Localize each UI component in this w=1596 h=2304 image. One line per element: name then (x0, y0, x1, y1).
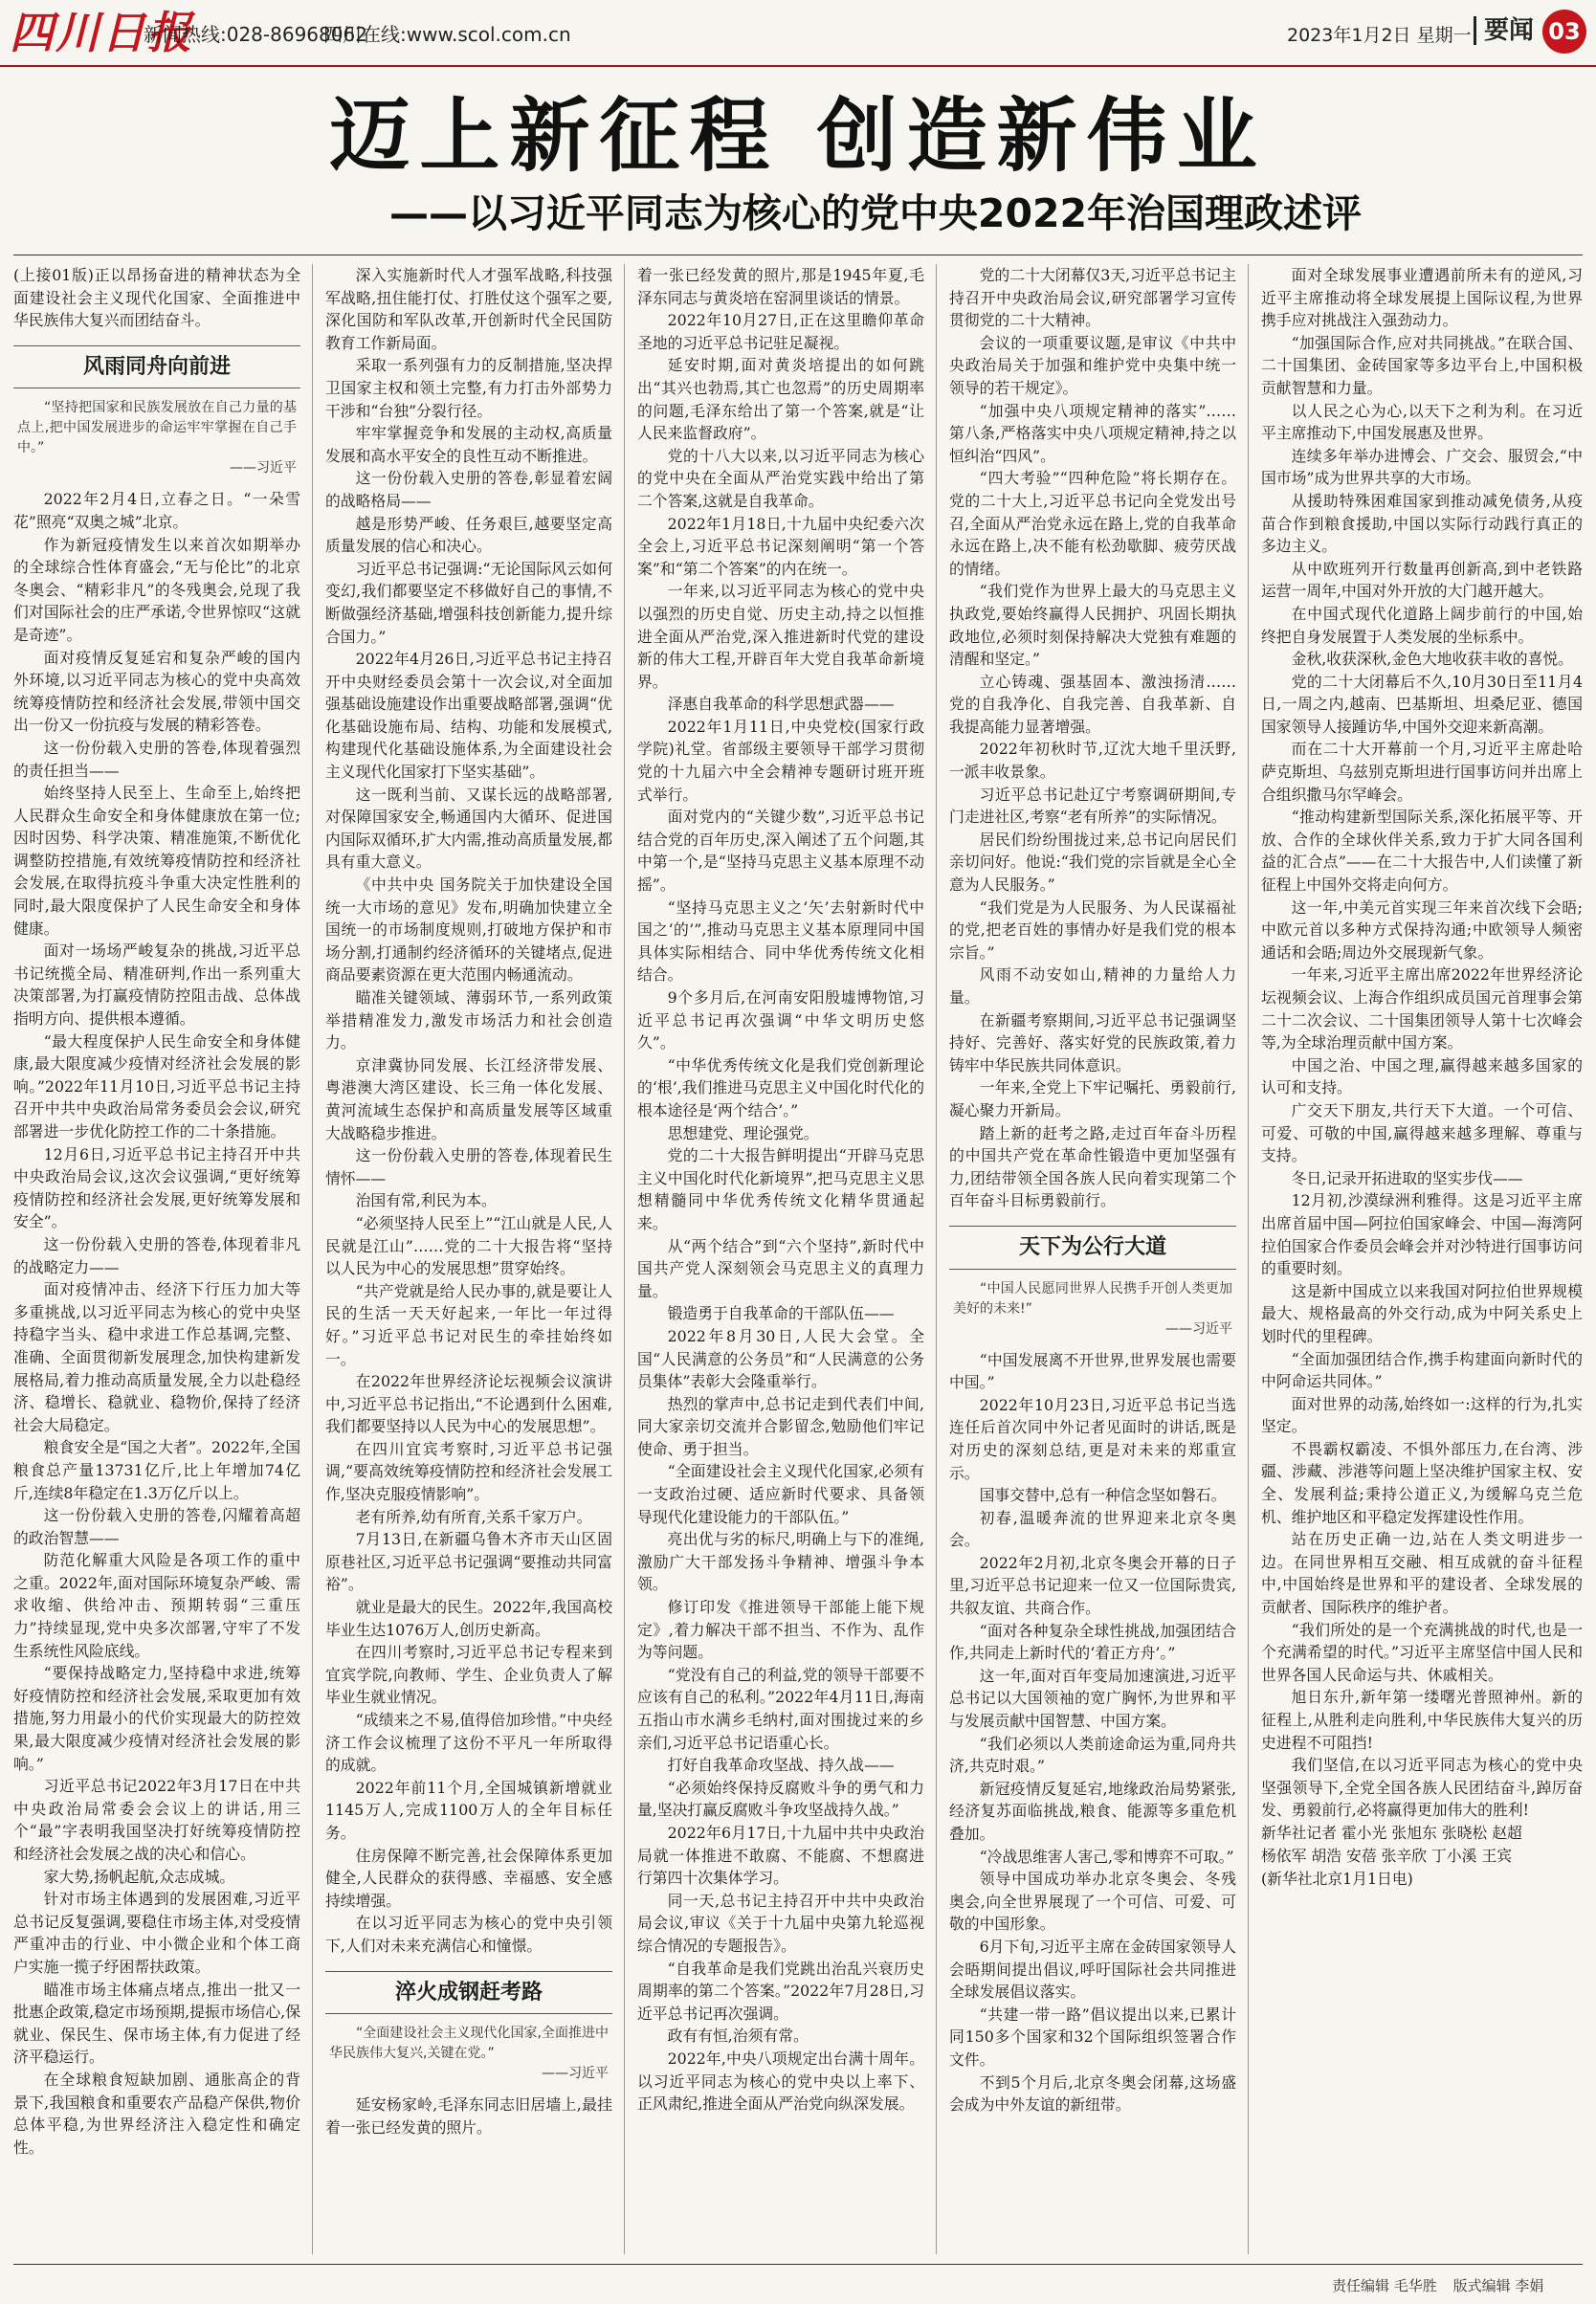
paragraph: 老有所养,幼有所育,关系千家万户。 (355, 1507, 592, 1526)
byline-line-1: 新华社记者 霍小光 张旭东 张晓松 赵超 (1261, 1823, 1522, 1842)
paragraph: 治国有常,利民为本。 (355, 1191, 497, 1210)
page-number-badge: 03 (1542, 10, 1586, 54)
paragraph: 在新疆考察期间,习近平总书记强调坚持好、完善好、落实好党的民族政策,着力铸牢中华民族共同体意识。 (949, 1010, 1236, 1074)
section-quote (329, 2024, 609, 2084)
paragraph: “党没有自己的利益,党的领导干部要不应该有自己的私利。”2022年4月11日,海南五指山市水满乡毛纳村,面对围拢过来的乡亲们,习近平总书记语重心长。 (637, 1665, 924, 1752)
quote-text: “全面建设社会主义现代化国家,全面推进中华民族伟大复兴,关键在党。” (329, 2026, 609, 2062)
article-column-5 (1261, 264, 1583, 2254)
paragraph: 打好自我革命攻坚战、持久战—— (667, 1756, 895, 1775)
paragraph: 《中共中央 国务院关于加快建设全国统一大市场的意见》发布,明确加快建立全国统一的市场制度规则,打破地方保护和市场分割,打通制约经济循环的关键堵点,促进商品要素资源在更大范围内畅通流动。 (325, 875, 612, 985)
paragraph: 思想建党、理论强党。 (667, 1123, 819, 1142)
paragraph: 锻造勇于自我革命的干部队伍—— (667, 1304, 895, 1323)
column-divider (624, 264, 625, 2254)
main-headline: 迈上新征程 创造新伟业 (329, 89, 1267, 183)
paragraph: 这一份份载入史册的答卷,体现着民生情怀—— (325, 1146, 612, 1187)
paragraph: 防范化解重大风险是各项工作的重中之重。2022年,面对国际环境复杂严峻、需求收缩、供给冲击、预期转弱“三重压力”持续显现,党中央多次部署,守牢了不发生系统性风险底线。 (13, 1551, 300, 1660)
paragraph: 12月6日,习近平总书记主持召开中共中央政治局会议,这次会议强调,“更好统筹疫情防控和经济社会发展,更好统筹发展和安全”。 (13, 1144, 300, 1231)
paragraph: 2022年1月11日,中央党校(国家行政学院)礼堂。省部级主要领导干部学习贯彻党的十九届六中全会精神专题研讨班开班式举行。 (637, 717, 924, 804)
paragraph: 党的二十大闭幕仅3天,习近平总书记主持召开中央政治局会议,研究部署学习宣传贯彻党的二十大精神。 (949, 266, 1236, 330)
section-name: 要闻 (1474, 16, 1534, 45)
paragraph: 面对全球发展事业遭遇前所未有的逆风,习近平主席推动将全球发展提上国际议程,为世界携手应对挑战注入强劲动力。 (1261, 266, 1583, 330)
paragraph: 这一份份载入史册的答卷,体现着非凡的战略定力—— (13, 1234, 300, 1276)
byline-line-3: (新华社北京1月1日电) (1261, 1869, 1413, 1888)
paragraph: 2022年10月27日,正在这里瞻仰革命圣地的习近平总书记驻足凝视。 (637, 311, 924, 352)
section-heading: 天下为公行大道 (949, 1226, 1236, 1270)
paragraph: 会议的一项重要议题,是审议《中共中央政治局关于加强和维护党中央集中统一领导的若干规定》。 (949, 333, 1236, 397)
paragraph: 泽惠自我革命的科学思想武器—— (667, 695, 895, 714)
paragraph: 这一年,面对百年变局加速演进,习近平总书记以大国领袖的宽广胸怀,为世界和平与发展贡献中国智慧、中国方案。 (949, 1666, 1236, 1731)
paragraph: 不畏霸权霸凌、不惧外部压力,在台湾、涉疆、涉藏、涉港等问题上坚决维护国家主权、安全、发展利益;秉持公道正义,为缓解乌克兰危机、维护地区和平稳定发挥建设性作用。 (1261, 1439, 1583, 1526)
paragraph: 以人民之心为心,以天下之利为利。在习近平主席推动下,中国发展惠及世界。 (1261, 401, 1583, 443)
paragraph: “我们党是为人民服务、为人民谋福祉的党,把老百姓的事情办好是我们党的根本宗旨。” (949, 897, 1236, 962)
article-column-1 (13, 264, 300, 2254)
paragraph: 始终坚持人民至上、生命至上,始终把人民群众生命安全和身体健康放在第一位;因时因势、科学决策、精准施策,不断优化调整防控措施,有效统筹疫情防控和经济社会发展,在取得抗疫斗争重大决定性胜利的同时,最大限度保护了人民生命安全和身体健康。 (13, 784, 300, 938)
paragraph: 面对疫情反复延宕和复杂严峻的国内外环境,以习近平同志为核心的党中央高效统筹疫情防控和经济社会发展,带领中国交出一份又一份抗疫与发展的精彩答卷。 (13, 648, 300, 735)
paragraph: 冬日,记录开拓进取的坚实步伐—— (1291, 1168, 1523, 1187)
paragraph: “最大程度保护人民生命安全和身体健康,最大限度减少疫情对经济社会发展的影响。”2022年11月10日,习近平总书记主持召开中共中央政治局常务委员会会议,研究部署进一步优化防控工作的二十条措施。 (13, 1031, 300, 1141)
paragraph: 不到5个月后,北京冬奥会闭幕,这场盛会成为中外友谊的新纽带。 (949, 2072, 1236, 2115)
paragraph: “我们必须以人类前途命运为重,同舟共济,共克时艰。” (949, 1734, 1236, 1776)
paragraph: 踏上新的赶考之路,走过百年奋斗历程的中国共产党在革命性锻造中更加坚强有力,团结带领全国各族人民向着实现第二个百年奋斗目标勇毅前行。 (949, 1123, 1236, 1210)
paragraph: “全面建设社会主义现代化国家,必须有一支政治过硬、适应新时代要求、具备领导现代化建设能力的干部队伍。” (637, 1462, 924, 1526)
paragraph: 京津冀协同发展、长江经济带发展、粤港澳大湾区建设、长三角一体化发展、黄河流域生态保护和高质量发展等区域重大战略稳步推进。 (325, 1055, 612, 1142)
paragraph: 这一份份载入史册的答卷,体现着强烈的责任担当—— (13, 738, 300, 780)
paragraph: 从援助特殊困难国家到推动减免债务,从疫苗合作到粮食援助,中国以实际行动践行真正的多边主义。 (1261, 491, 1583, 556)
paragraph: 居民们纷纷围拢过来,总书记向居民们亲切问好。他说:“我们党的宗旨就是全心全意为人民服务。” (949, 830, 1236, 895)
paragraph: 2022年4月26日,习近平总书记主持召开中央财经委员会第十一次会议,对全面加强基础设施建设作出重要战略部署,强调“优化基础设施布局、结构、功能和发展模式,构建现代化基础设施体系,为全面建设社会主义现代化国家打下坚实基础”。 (325, 650, 612, 782)
paragraph: 就业是最大的民生。2022年,我国高校毕业生达1076万人,创历史新高。 (325, 1598, 612, 1639)
paragraph: 中国之治、中国之理,赢得越来越多国家的认可和支持。 (1261, 1055, 1583, 1097)
quote-attribution: ——习近平 (542, 2066, 609, 2082)
paragraph: 而在二十大开幕前一个月,习近平主席赴哈萨克斯坦、乌兹别克斯坦进行国事访问并出席上合组织撒马尔罕峰会。 (1261, 740, 1583, 804)
paragraph: 风雨不动安如山,精神的力量给人力量。 (949, 965, 1236, 1007)
paragraph: 国事交替中,总有一种信念坚如磐石。 (979, 1486, 1227, 1505)
paragraph: 面对党内的“关键少数”,习近平总书记结合党的百年历史,深入阐述了五个问题,其中第一个,是“坚持马克思主义基本原理不动摇”。 (637, 808, 924, 895)
paragraph: 2022年2月初,北京冬奥会开幕的日子里,习近平总书记迎来一位又一位国际贵宾,共叙友谊、共商合作。 (949, 1553, 1236, 1618)
paragraph: 针对市场主体遇到的发展困难,习近平总书记反复强调,要稳住市场主体,对受疫情严重冲击的行业、中小微企业和个体工商户实施一揽子纾困帮扶政策。 (13, 1890, 300, 1976)
paragraph: 广交天下朋友,共行天下大道。一个可信、可爱、可敬的中国,赢得越来越多理解、尊重与支持。 (1261, 1100, 1583, 1165)
paragraph: 越是形势严峻、任务艰巨,越要坚定高质量发展的信心和决心。 (325, 514, 612, 556)
paragraph: “共建一带一路”倡议提出以来,已累计同150多个国家和32个国际组织签署合作文件。 (949, 2005, 1236, 2069)
paragraph: 2022年2月4日,立春之日。“一朵雪花”照亮“双奥之城”北京。 (13, 490, 300, 531)
paragraph: 一年来,全党上下牢记嘱托、勇毅前行,凝心聚力开新局。 (949, 1078, 1236, 1119)
paragraph: 面对疫情冲击、经济下行压力加大等多重挑战,以习近平同志为核心的党中央坚持稳字当头、稳中求进工作总基调,完整、准确、全面贯彻新发展理念,加快构建新发展格局,着力推动高质量发展,全力以赴稳经济、稳增长、稳就业、稳物价,保持了经济社会大局稳定。 (13, 1280, 300, 1434)
paragraph: 这一份份载入史册的答卷,彰显着宏阔的战略格局—— (325, 469, 612, 510)
paragraph: 粮食安全是“国之大者”。2022年,全国粮食总产量13731亿斤,比上年增加74亿斤,连续8年稳定在1.3万亿斤以上。 (13, 1438, 300, 1502)
paragraph: “坚持马克思主义之‘矢’去射新时代中国之‘的’”,推动马克思主义基本原理同中国具体实际相结合、同中华优秀传统文化相结合。 (637, 897, 924, 985)
paragraph: 瞄准市场主体痛点堵点,推出一批又一批惠企政策,稳定市场预期,提振市场信心,保就业、保民生、保市场主体,有力促进了经济平稳运行。 (13, 1980, 300, 2067)
reporter-byline (1261, 1822, 1583, 1891)
paragraph: “我们党作为世界上最大的马克思主义执政党,要始终赢得人民拥护、巩固长期执政地位,必须时刻保持解决大党独有难题的清醒和坚定。” (949, 582, 1236, 669)
paragraph: 新冠疫情反复延宕,地缘政治局势紧张,经济复苏面临挑战,粮食、能源等多重危机叠加。 (949, 1779, 1236, 1843)
paragraph: 习近平总书记强调:“无论国际风云如何变幻,我们都要坚定不移做好自己的事情,不断做强经济基础,增强科技创新能力,提升综合国力。” (325, 559, 612, 646)
page-footer (1320, 2275, 1543, 2295)
paragraph: 习近平总书记赴辽宁考察调研期间,专门走进社区,考察“老有所养”的实际情况。 (949, 785, 1236, 827)
quote-attribution: ——习近平 (230, 460, 297, 476)
paragraph: 2022年初秋时节,辽沈大地千里沃野,一派丰收景象。 (949, 740, 1236, 782)
quote-attribution: ——习近平 (1165, 1320, 1232, 1337)
article-column-4 (949, 264, 1236, 2254)
paragraph: 修订印发《推进领导干部能上能下规定》,着力解决干部不担当、不作为、乱作为等问题。 (637, 1598, 924, 1662)
paragraph: “必须坚持人民至上”“江山就是人民,人民就是江山”……党的二十大报告将“坚持以人民为中心的发展思想”贯穿始终。 (325, 1213, 612, 1278)
paragraph: 这一年,中美元首实现三年来首次线下会晤;中欧元首以多种方式保持沟通;中欧领导人频密通话和会晤;周边外交展现新气象。 (1261, 897, 1583, 962)
quote-text: “中国人民愿同世界人民携手开创人类更加美好的未来!” (953, 1280, 1232, 1317)
sub-headline: ——以习近平同志为核心的党中央2022年治国理政述评 (388, 190, 1363, 236)
paragraph: 站在历史正确一边,站在人类文明进步一边。在同世界相互交融、相互成就的奋斗征程中,中国始终是世界和平的建设者、全球发展的贡献者、国际秩序的维护者。 (1261, 1530, 1583, 1617)
paragraph: 7月13日,在新疆乌鲁木齐市天山区固原巷社区,习近平总书记强调“要推动共同富裕”。 (325, 1530, 612, 1594)
paragraph: 立心铸魂、强基固本、激浊扬清……党的自我净化、自我完善、自我革新、自我提高能力显著增强。 (949, 672, 1236, 736)
paragraph: “要保持战略定力,坚持稳中求进,统筹好疫情防控和经济社会发展,采取更加有效措施,努力用最小的代价实现最大的防控效果,最大限度减少疫情对经济社会发展的影响。” (13, 1664, 300, 1773)
paragraph: “成绩来之不易,值得倍加珍惜。”中央经济工作会议梳理了这份不平凡一年所取得的成就。 (325, 1711, 612, 1775)
paragraph: 热烈的掌声中,总书记走到代表们中间,同大家亲切交流并合影留念,勉励他们牢记使命、勇于担当。 (637, 1394, 924, 1458)
paragraph: 在全球粮食短缺加剧、通胀高企的背景下,我国粮食和重要农产品稳产保供,物价总体平稳,为世界经济注入稳定性和确定性。 (13, 2070, 300, 2157)
newspaper-logo: 四川日报 (10, 7, 193, 58)
quote-text: “坚持把国家和民族发展放在自己力量的基点上,把中国发展进步的命运牢牢掌握在自己手中。” (17, 400, 297, 456)
paragraph: 初春,温暖奔流的世界迎来北京冬奥会。 (949, 1508, 1236, 1550)
paragraph: “面对各种复杂全球性挑战,加强团结合作,共同走上新时代的‘着正方舟’。” (949, 1621, 1236, 1663)
masthead (0, 0, 1596, 67)
paragraph: 家大势,扬帆起航,众志成城。 (43, 1867, 235, 1886)
paragraph: 2022年6月17日,十九届中共中央政治局就一体推进不敢腐、不能腐、不想腐进行第四十次集体学习。 (637, 1823, 924, 1888)
paragraph: “冷战思维害人害己,零和博弈不可取。” (979, 1847, 1234, 1866)
paragraph: 亮出优与劣的标尺,明确上与下的准绳,激励广大干部发扬斗争精神、增强斗争本领。 (637, 1530, 924, 1594)
paragraph: 在中国式现代化道路上阔步前行的中国,始终把自身发展置于人类发展的坐标系中。 (1261, 604, 1583, 646)
responsible-editor: 责任编辑 毛华胜 (1332, 2277, 1437, 2294)
paragraph: 作为新冠疫情发生以来首次如期举办的全球综合性体育盛会,“无与伦比”的北京冬奥会、“精彩非凡”的冬残奥会,兑现了我们对国际社会的庄严承诺,令世界惊叹“这就是奇迹”。 (13, 535, 300, 644)
issue-date: 2023年1月2日 星期一 (1287, 25, 1472, 46)
hotline-text: 新闻热线:028-86968062 (144, 23, 367, 46)
paragraph: 9个多月后,在河南安阳殷墟博物馆,习近平总书记再次强调“中华文明历史悠久”。 (637, 988, 924, 1052)
paragraph: 金秋,收获深秋,金色大地收获丰收的喜悦。 (1291, 650, 1573, 669)
section-quote (17, 398, 297, 478)
paragraph: 旭日东升,新年第一缕曙光普照神州。新的征程上,从胜利走向胜利,中华民族伟大复兴的历史进程不可阻挡! (1261, 1688, 1583, 1752)
article-column-2 (325, 264, 612, 2254)
section-heading: 淬火成钢赶考路 (325, 1971, 612, 2015)
section-quote (953, 1279, 1232, 1340)
paragraph: 延安时期,面对黄炎培提出的如何跳出“其兴也勃焉,其亡也忽焉”的历史周期率的问题,毛泽东给出了第一个答案,就是“让人民来监督政府”。 (637, 356, 924, 443)
paragraph: 一年来,习近平主席出席2022年世界经济论坛视频会议、上海合作组织成员国元首理事会第二十二次会议、二十国集团领导人第十七次峰会等,为全球治理贡献中国方案。 (1261, 965, 1583, 1052)
paragraph: 党的二十大报告鲜明提出“开辟马克思主义中国化时代化新境界”,把马克思主义思想精髓同中华优秀传统文化精华贯通起来。 (637, 1146, 924, 1232)
paragraph: 从“两个结合”到“六个坚持”,新时代中国共产党人深刻领会马克思主义的真理力量。 (637, 1236, 924, 1300)
paragraph: “加强中央八项规定精神的落实”……第八条,严格落实中央八项规定精神,持之以恒纠治“四风”。 (949, 401, 1236, 465)
paragraph: “全面加强团结合作,携手构建面向新时代的中阿命运共同体。” (1261, 1349, 1583, 1391)
column-divider (936, 264, 937, 2254)
paragraph: “中国发展离不开世界,世界发展也需要中国。” (949, 1350, 1236, 1392)
layout-editor: 版式编辑 李娟 (1452, 2277, 1544, 2294)
paragraph: “共产党就是给人民办事的,就是要让人民的生活一天天好起来,一年比一年过得好。”习近平总书记对民生的牵挂始终如一。 (325, 1281, 612, 1368)
section-heading: 风雨同舟向前进 (13, 345, 300, 389)
paragraph: 2022年前11个月,全国城镇新增就业1145万人,完成1100万人的全年目标任务。 (325, 1778, 612, 1842)
paragraph: 采取一系列强有力的反制措施,坚决捍卫国家主权和领土完整,有力打击外部势力干涉和“台独”分裂行径。 (325, 356, 612, 420)
paragraph: 面对世界的动荡,始终如一:这样的行为,扎实坚定。 (1261, 1394, 1583, 1436)
paragraph: 同一天,总书记主持召开中共中央政治局会议,审议《关于十九届中央第九轮巡视综合情况的专题报告》。 (637, 1891, 924, 1955)
paragraph: “必须始终保持反腐败斗争的勇气和力量,坚决打赢反腐败斗争攻坚战持久战。” (637, 1778, 924, 1820)
paragraph: “加强国际合作,应对共同挑战。”在联合国、二十国集团、金砖国家等多边平台上,中国积极贡献智慧和力量。 (1261, 333, 1583, 397)
paragraph: 2022年10月23日,习近平总书记当选连任后首次同中外记者见面时的讲话,既是对历史的深刻总结,更是对未来的郑重宣示。 (949, 1395, 1236, 1482)
paragraph: “自我革命是我们党跳出治乱兴衰历史周期率的第二个答案。”2022年7月28日,习近平总书记再次强调。 (637, 1959, 924, 2023)
paragraph: 12月初,沙漠绿洲利雅得。这是习近平主席出席首届中国—阿拉伯国家峰会、中国—海湾阿拉伯国家合作委员会峰会并对沙特进行国事访问的重要时刻。 (1261, 1191, 1583, 1278)
column-divider (1248, 264, 1249, 2254)
footer-rule (13, 2264, 1583, 2265)
paragraph: 在四川考察时,习近平总书记专程来到宜宾学院,向教师、学生、企业负责人了解毕业生就业情况。 (325, 1643, 612, 1707)
column-divider (312, 264, 313, 2254)
paragraph: 我们坚信,在以习近平同志为核心的党中央坚强领导下,全党全国各族人民团结奋斗,踔厉奋发、勇毅前行,必将赢得更加伟大的胜利! (1261, 1756, 1583, 1820)
paragraph: 着一张已经发黄的照片,那是1945年夏,毛泽东同志与黄炎培在窑洞里谈话的情景。 (637, 266, 924, 307)
paragraph: (上接01版)正以昂扬奋进的精神状态为全面建设社会主义现代化国家、全面推进中华民族伟大复兴而团结奋斗。 (13, 266, 300, 330)
paragraph: 这一份份载入史册的答卷,闪耀着高超的政治智慧—— (13, 1506, 300, 1547)
paragraph: 2022年,中央八项规定出台满十周年。以习近平同志为核心的党中央以上率下、正风肃纪,推进全面从严治党向纵深发展。 (637, 2049, 924, 2114)
paragraph: “中华优秀传统文化是我们党创新理论的‘根’,我们推进马克思主义中国化时代化的根本途径是‘两个结合’。” (637, 1055, 924, 1119)
paragraph: 2022年1月18日,十九届中央纪委六次全会上,习近平总书记深刻阐明“第一个答案”和“第二个答案”的内在统一。 (637, 514, 924, 578)
paragraph: “我们所处的是一个充满挑战的时代,也是一个充满希望的时代。”习近平主席坚信中国人民和世界各国人民命运与共、休戚相关。 (1261, 1620, 1583, 1684)
paragraph: 党的十八大以来,以习近平同志为核心的党中央在全面从严治党实践中给出了第二个答案,这就是自我革命。 (637, 446, 924, 510)
paragraph: 牢牢掌握竞争和发展的主动权,高质量发展和高水平安全的良性互动不断推进。 (325, 424, 612, 465)
paragraph: 深入实施新时代人才强军战略,科技强军战略,扭住能打仗、打胜仗这个强军之要,深化国防和军队改革,开创新时代全民国防教育工作新局面。 (325, 266, 612, 352)
paragraph: 连续多年举办进博会、广交会、服贸会,“中国市场”成为世界共享的大市场。 (1261, 446, 1583, 488)
byline-line-2: 杨依军 胡浩 安蓓 张辛欣 丁小溪 王宾 (1261, 1846, 1513, 1865)
paragraph: 这一既利当前、又谋长远的战略部署,对保障国家安全,畅通国内大循环、促进国内国际双循环,扩大内需,推动高质量发展,都具有重大意义。 (325, 785, 612, 872)
paragraph: 政有有恒,治须有常。 (667, 2027, 809, 2046)
paragraph: 这是新中国成立以来我国对阿拉伯世界规模最大、规格最高的外交行动,成为中阿关系史上划时代的里程碑。 (1261, 1281, 1583, 1345)
paragraph: 在以习近平同志为核心的党中央引领下,人们对未来充满信心和憧憬。 (325, 1914, 612, 1955)
website-text: 四川在线:www.scol.com.cn (323, 23, 571, 46)
paragraph: 一年来,以习近平同志为核心的党中央以强烈的历史自觉、历史主动,持之以恒推进全面从严治党,深入推进新时代党的建设新的伟大工程,开辟百年大党自我革命新境界。 (637, 582, 924, 691)
paragraph: 2022年8月30日,人民大会堂。全国“人民满意的公务员”和“人民满意的公务员集体”表彰大会隆重举行。 (637, 1326, 924, 1391)
paragraph: 从中欧班列开行数量再创新高,到中老铁路运营一周年,中国对外开放的大门越开越大。 (1261, 559, 1583, 601)
paragraph: 瞄准关键领域、薄弱环节,一系列政策举措精准发力,激发市场活力和社会创造力。 (325, 988, 612, 1052)
article-column-3 (637, 264, 924, 2254)
paragraph: 6月下旬,习近平主席在金砖国家领导人会晤期间提出倡议,呼吁国际社会共同推进全球发展倡议落实。 (949, 1937, 1236, 2002)
paragraph: 习近平总书记2022年3月17日在中共中央政治局常委会会议上的讲话,用三个“最”字表明我国坚决打好统筹疫情防控和经济社会发展之战的决心和信心。 (13, 1777, 300, 1863)
paragraph: “推动构建新型国际关系,深化拓展平等、开放、合作的全球伙伴关系,致力于扩大同各国利益的汇合点”——在二十大报告中,人们读懂了新征程上中国外交将走向何方。 (1261, 808, 1583, 895)
paragraph: “四大考验”“四种危险”将长期存在。党的二十大上,习近平总书记向全党发出号召,全面从严治党永远在路上,党的自我革命永远在路上,决不能有松劲歇脚、疲劳厌战的情绪。 (949, 469, 1236, 578)
paragraph: 党的二十大闭幕后不久,10月30日至11月4日,一周之内,越南、巴基斯坦、坦桑尼亚、德国国家领导人接踵访华,中国外交迎来新高潮。 (1261, 672, 1583, 736)
paragraph: 在四川宜宾考察时,习近平总书记强调,“要高效统筹疫情防控和经济社会发展工作,坚决克服疫情影响”。 (325, 1439, 612, 1504)
paragraph: 延安杨家岭,毛泽东同志旧居墙上,最挂着一张已经发黄的照片。 (325, 2095, 612, 2137)
paragraph: 住房保障不断完善,社会保障体系更加健全,人民群众的获得感、幸福感、安全感持续增强。 (325, 1846, 612, 1910)
paragraph: 领导中国成功举办北京冬奥会、冬残奥会,向全世界展现了一个可信、可爱、可敬的中国形象。 (949, 1870, 1236, 1934)
paragraph: 面对一场场严峻复杂的挑战,习近平总书记统揽全局、精准研判,作出一系列重大决策部署,为打赢疫情防控阻击战、总体战指明方向、提供根本遵循。 (13, 942, 300, 1029)
paragraph: 在2022年世界经济论坛视频会议演讲中,习近平总书记指出,“不论遇到什么困难,我们都要坚持以人民为中心的发展思想”。 (325, 1372, 612, 1436)
